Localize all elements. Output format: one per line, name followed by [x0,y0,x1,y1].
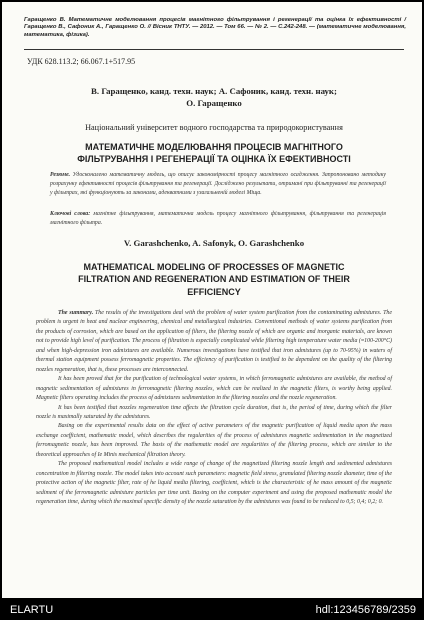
title-line: МАТЕМАТИЧНЕ МОДЕЛЮВАННЯ ПРОЦЕСІВ МАГНІТНОГО [85,142,343,152]
title-ukrainian [32,141,396,165]
abstract-text: Удосконалено математичну модель, що описує закономірності процесу магнітного осадження. Запропоновано методику розрахунку ефективності процесів фільтрування та регенерації. Досліджено результати, отримані при фільтруванні та регенерації у фільтрах, які функціонують за законами, адекватними з узагальненій моделі Міщa. [50,172,386,196]
authors-ukrainian [24,85,404,109]
header-rule [24,49,404,50]
summary-paragraph: It has been proved that for the purification of technological water systems, in which ferromagnetic admixtures are available, the method of magnetic sedimentation of admixtures in ferromagnetic filtering nozzles, which can be realized in the magnetic filters, is worthy being applied. Magnetic filters operating includes the process of admixtures sedimentation in the filtering nozzles and the nozzle regeneration. [36,376,392,402]
keywords-text: магнітне фільтрування, математична модель процесу магнітного фільтрування, фільтрування та регенерація магнітного фільтра. [50,211,386,226]
title-line: FILTRATION AND REGENERATION AND ESTIMATION OF THEIR [78,274,350,285]
authors-line: В. Гаращенко, канд. техн. наук; А. Сафоник, канд. техн. наук; [91,86,337,96]
authors-line: О. Гаращенко [186,98,242,108]
summary-paragraph: Basing on the experimental results data on the effect of active parameters of the magnetic purification of liquid media upon the mass exchange coefficient, mathematic model, which describes the regularities of the process of admixtures magnetic sedimentation in the magnetized ferromagnetic nozzle, has been improved. The basis of the mathematic model are regularities of the filtering process, which are similar to the theoretical approaches of Ie Minis mechanical filtration theory. [36,423,392,458]
footer-left: ELARTU [10,604,54,616]
footer-bar [0,598,424,620]
authors-english: V. Garashchenko, A. Safonyk, O. Garashchenko [123,238,305,248]
abstract-ukrainian [50,171,386,198]
abstract-label: Резюме. [50,172,71,178]
paragraph-text: The results of the investigations deal with the problem of water system purification from the contaminating admixtures. The problem is urgent in heat and nuclear engineering, chemical and metallurgical industries. Conventional methods of water systems purification from the products of corrosion, which are based on the application of filters, the filtering nozzle of which are organic and inorganic materials, are known not to provide high level of purification. The process of filtration is especially complicated while filtering high temperature water media (≈100-200°C) and when high-depression iron admixtures are available. Numerous investigations have testified that iron admixtures (up to 70-95%) in waters of thermal station equipment possess ferromagnetic properties. The efficiency of purification is testified to be dependent on the quality of the filtering nozzles regeneration, that is, these processes are interconnected. [36,310,392,373]
title-line: MATHEMATICAL MODELING OF PROCESSES OF MAGNETIC [83,262,345,272]
summary-english [36,309,392,508]
keywords-ukrainian [50,210,386,228]
title-line: EFFICIENCY [187,286,241,297]
summary-label: The summary. [58,310,94,316]
summary-paragraph: The proposed mathematical model includes a wide range of change of the magnetized filtering nozzle length and sedimented admixtures concentration in filtering nozzle. The model takes into account such parameters: magnetic field stress, granulated filtering nozzle diameter, time of the protective action of the magnetic filter, rate of he liquid media filtering, coefficient, which is the characteristic of he mass amount of the magnetic sediment of the ferromagnetic admixture particles per time unit. Basing on the computer experiment and using the proposed mathematic model the regeneration time, during which the maximal specific density of the nozzle saturation by the admixtures was found to be reduced to 0,5; 0,4; 0,2; 0. [36,461,392,506]
document-page [2,2,422,598]
summary-paragraph [36,309,392,375]
title-english [42,261,386,298]
affiliation: Національний університет водного господарства та природокористування [85,123,343,132]
udk-code: УДК 628.113.2; 66.067.1+517.95 [27,57,136,66]
summary-paragraph: It has been testified that nozzles regeneration time affects the filtration cycle duration, that is, the period of time, during which the filter nozzle is maximally saturated by the admixtures. [36,404,392,420]
citation-header: Гаращенко В. Математичне моделювання процесів магнітного фільтрування і регенерації та оцінка їх ефективності / Гаращенко В., Сафоник А., Гаращенко О. // Вісник ТНТУ. — 2012. — Том 66. — № 2. — С.242-248. — (математичне моделювання, математика, фізика). [24,17,406,38]
title-line: ФІЛЬТРУВАННЯ І РЕГЕНЕРАЦІЇ ТА ОЦІНКА ЇХ ЕФЕКТИВНОСТІ [77,154,351,164]
handle-link[interactable]: hdl:123456789/2359 [315,604,416,616]
keywords-label: Ключові слова: [50,211,91,217]
